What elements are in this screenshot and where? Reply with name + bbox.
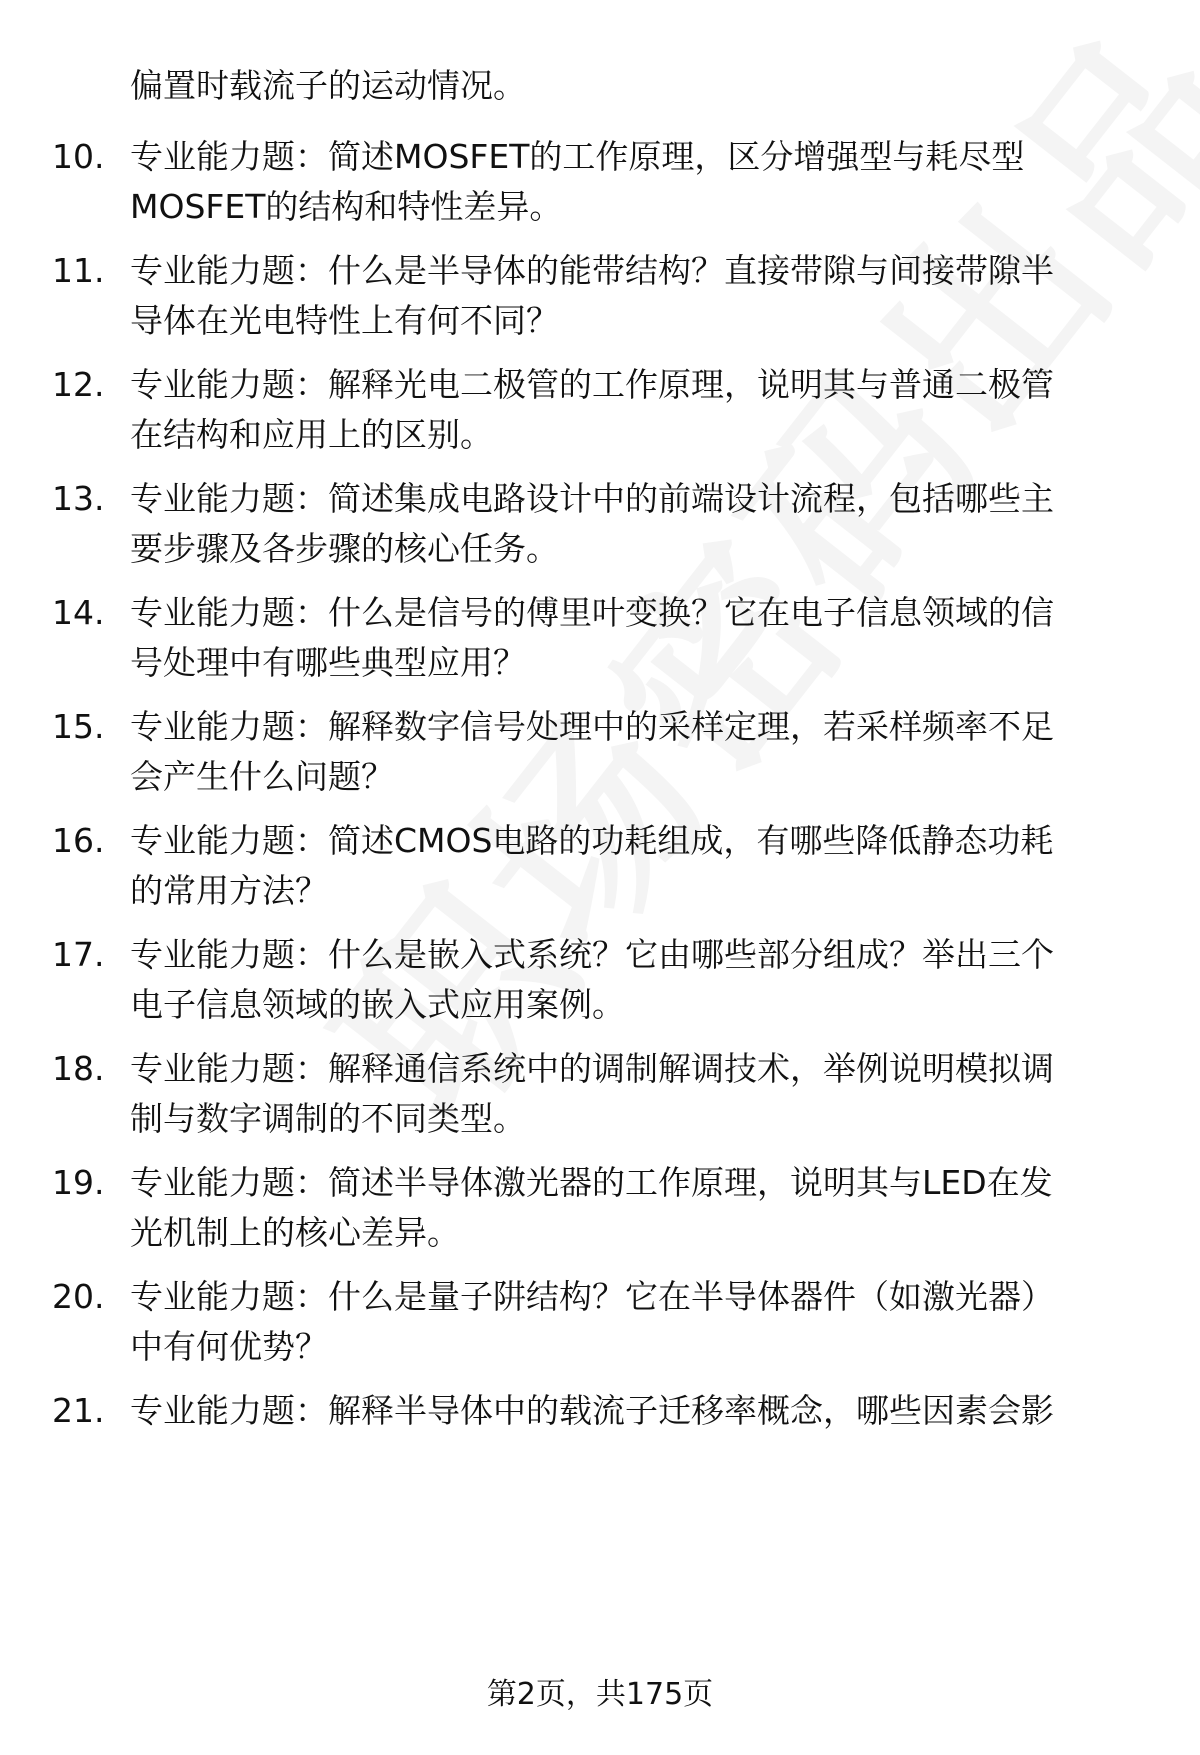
question-number: 10. bbox=[52, 137, 105, 176]
question-text bbox=[130, 246, 1150, 346]
question-number: 18. bbox=[52, 1049, 105, 1088]
question-line: 号处理中有哪些典型应用？ bbox=[130, 643, 526, 682]
question-line: 要步骤及各步骤的核心任务。 bbox=[130, 529, 559, 568]
question-number: 21. bbox=[52, 1391, 105, 1430]
question-number: 19. bbox=[52, 1163, 105, 1202]
question-text bbox=[130, 474, 1150, 574]
question-line: 导体在光电特性上有何不同？ bbox=[130, 301, 559, 340]
question-text bbox=[130, 360, 1150, 460]
question-number: 20. bbox=[52, 1277, 105, 1316]
question-text bbox=[130, 702, 1150, 802]
question-number: 14. bbox=[52, 593, 105, 632]
question-number: 12. bbox=[52, 365, 105, 404]
question-text bbox=[130, 588, 1150, 688]
question-number: 16. bbox=[52, 821, 105, 860]
continuation-line: 偏置时载流子的运动情况。 bbox=[130, 66, 526, 105]
question-number: 17. bbox=[52, 935, 105, 974]
question-line: 在结构和应用上的区别。 bbox=[130, 415, 493, 454]
question-line: 专业能力题：什么是半导体的能带结构？直接带隙与间接带隙半 bbox=[130, 251, 1054, 290]
question-text bbox=[130, 132, 1150, 232]
question-line: 光机制上的核心差异。 bbox=[130, 1213, 460, 1252]
question-line: 电子信息领域的嵌入式应用案例。 bbox=[130, 985, 625, 1024]
question-text bbox=[130, 816, 1150, 916]
question-line: 专业能力题：简述半导体激光器的工作原理，说明其与LED在发 bbox=[130, 1163, 1053, 1202]
question-text bbox=[130, 1158, 1150, 1258]
question-line: 专业能力题：简述集成电路设计中的前端设计流程，包括哪些主 bbox=[130, 479, 1054, 518]
question-line: 专业能力题：解释数字信号处理中的采样定理，若采样频率不足 bbox=[130, 707, 1054, 746]
question-line: 的常用方法？ bbox=[130, 871, 328, 910]
question-number: 13. bbox=[52, 479, 105, 518]
question-number: 15. bbox=[52, 707, 105, 746]
question-line: 专业能力题：什么是量子阱结构？它在半导体器件（如激光器） bbox=[130, 1277, 1054, 1316]
question-line: 会产生什么问题？ bbox=[130, 757, 394, 796]
question-line: 专业能力题：简述MOSFET的工作原理，区分增强型与耗尽型 bbox=[130, 137, 1025, 176]
question-line: 中有何优势？ bbox=[130, 1327, 328, 1366]
question-line: MOSFET的结构和特性差异。 bbox=[130, 187, 563, 226]
question-line: 专业能力题：解释半导体中的载流子迁移率概念，哪些因素会影 bbox=[130, 1391, 1054, 1430]
question-text bbox=[130, 1272, 1150, 1372]
question-number: 11. bbox=[52, 251, 105, 290]
page-footer: 第2页，共175页 bbox=[486, 1677, 714, 1712]
question-line: 专业能力题：解释通信系统中的调制解调技术，举例说明模拟调 bbox=[130, 1049, 1054, 1088]
question-line: 专业能力题：解释光电二极管的工作原理，说明其与普通二极管 bbox=[130, 365, 1054, 404]
question-line: 制与数字调制的不同类型。 bbox=[130, 1099, 526, 1138]
question-line: 专业能力题：什么是信号的傅里叶变换？它在电子信息领域的信 bbox=[130, 593, 1054, 632]
question-text bbox=[130, 930, 1150, 1030]
question-text bbox=[130, 1044, 1150, 1144]
question-line: 专业能力题：什么是嵌入式系统？它由哪些部分组成？举出三个 bbox=[130, 935, 1054, 974]
question-line: 专业能力题：简述CMOS电路的功耗组成，有哪些降低静态功耗 bbox=[130, 821, 1054, 860]
question-text bbox=[130, 1386, 1150, 1436]
